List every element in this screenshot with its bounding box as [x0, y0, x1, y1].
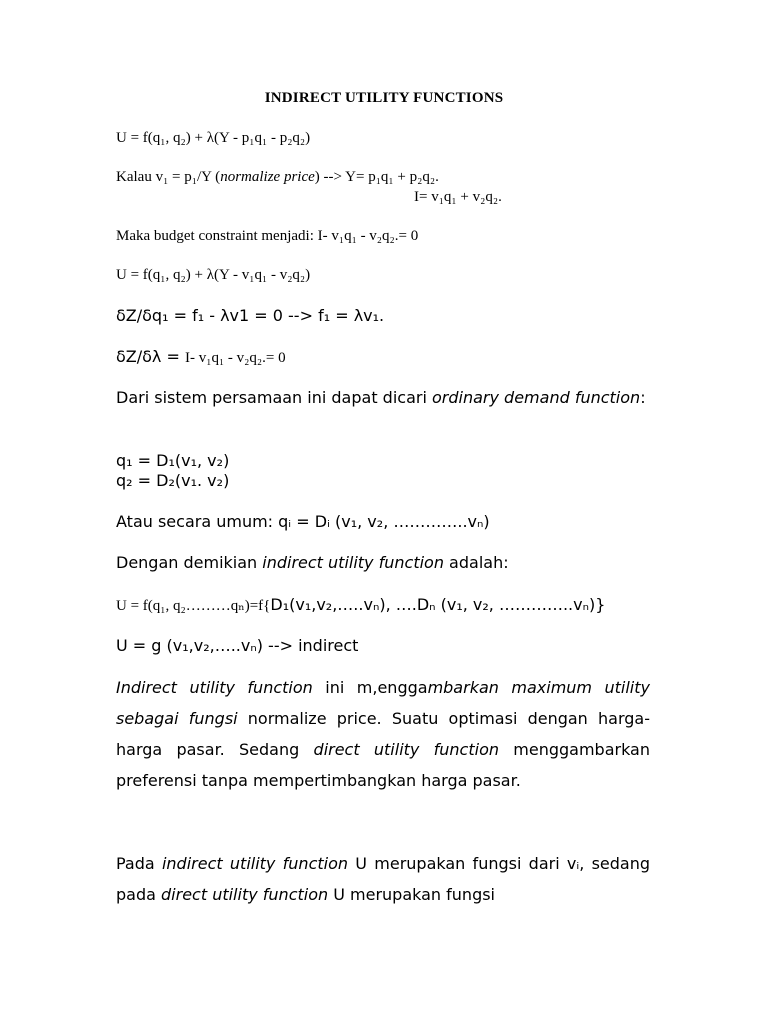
- demand-q1: q₁ = D₁(v₁, v₂): [116, 451, 230, 470]
- budget-constraint: Maka budget constraint menjadi: I- v₁q₁ - v₂q₂.= 0: [116, 228, 419, 244]
- derivative-lambda-expr: I- v₁q₁ - v₂q₂.= 0: [184, 350, 286, 366]
- demand-q2: q₂ = D₂(v₁. v₂): [116, 471, 230, 490]
- page-title: INDIRECT UTILITY FUNCTIONS: [264, 90, 504, 106]
- general-demand: Atau secara umum: qᵢ = Dᵢ (v₁, v₂, …………..vₙ): [116, 512, 490, 531]
- paragraph-comparison: Pada indirect utility function U merupakan fungsi dari vᵢ, sedang pada direct utility function U merupakan fungsi: [116, 854, 651, 904]
- kalau-line: [116, 170, 439, 185]
- kalau-text: Kalau v₁ = p₁/Y (: [116, 169, 221, 185]
- paragraph-indirect-explanation: Indirect utility function ini m,enggambarkan maximum utility sebagai fungsi normalize price. Suatu optimasi dengan harga-harga pasar. Sedang direct utility function menggambarkan preferensi tanpa mempertimbangkan harga pasar.: [116, 678, 650, 790]
- ordinary-demand-term: ordinary demand function: [432, 388, 641, 407]
- equation-indirect-utility: [116, 597, 605, 614]
- equation-indirect-utility-left: U = f(q₁, q₂………qₙ)=f{: [116, 598, 271, 614]
- normalize-price-term: normalize price: [220, 169, 315, 185]
- equation-indirect-g: U = g (v₁,v₂,…..vₙ) --> indirect: [116, 636, 359, 655]
- kalau-budget: ) --> Y= p₁q₁ + p₂q₂.: [314, 169, 439, 185]
- equation-lagrangian-v: U = f(q₁, q₂) + λ(Y - v₁q₁ - v₂q₂): [116, 267, 311, 283]
- budget-normalized: I= v₁q₁ + v₂q₂.: [414, 189, 502, 205]
- equation-indirect-utility-right: D₁(v₁,v₂,…..vₙ), ….Dₙ (v₁, v₂, …………..vₙ)}: [270, 595, 606, 614]
- derivative-q1: δZ/δq₁ = f₁ - λv1 = 0 --> f₁ = λv₁.: [116, 306, 385, 325]
- equation-lagrangian-p: U = f(q₁, q₂) + λ(Y - p₁q₁ - p₂q₂): [116, 130, 311, 146]
- indirect-utility-term: indirect utility function: [262, 553, 444, 572]
- dengan-demikian: Dengan demikian indirect utility function adalah:: [116, 553, 509, 572]
- derivative-lambda-label: δZ/δλ =: [116, 347, 185, 366]
- paragraph-ordinary-demand: Dari sistem persamaan ini dapat dicari ordinary demand function:: [116, 388, 646, 407]
- derivative-lambda: [116, 349, 286, 366]
